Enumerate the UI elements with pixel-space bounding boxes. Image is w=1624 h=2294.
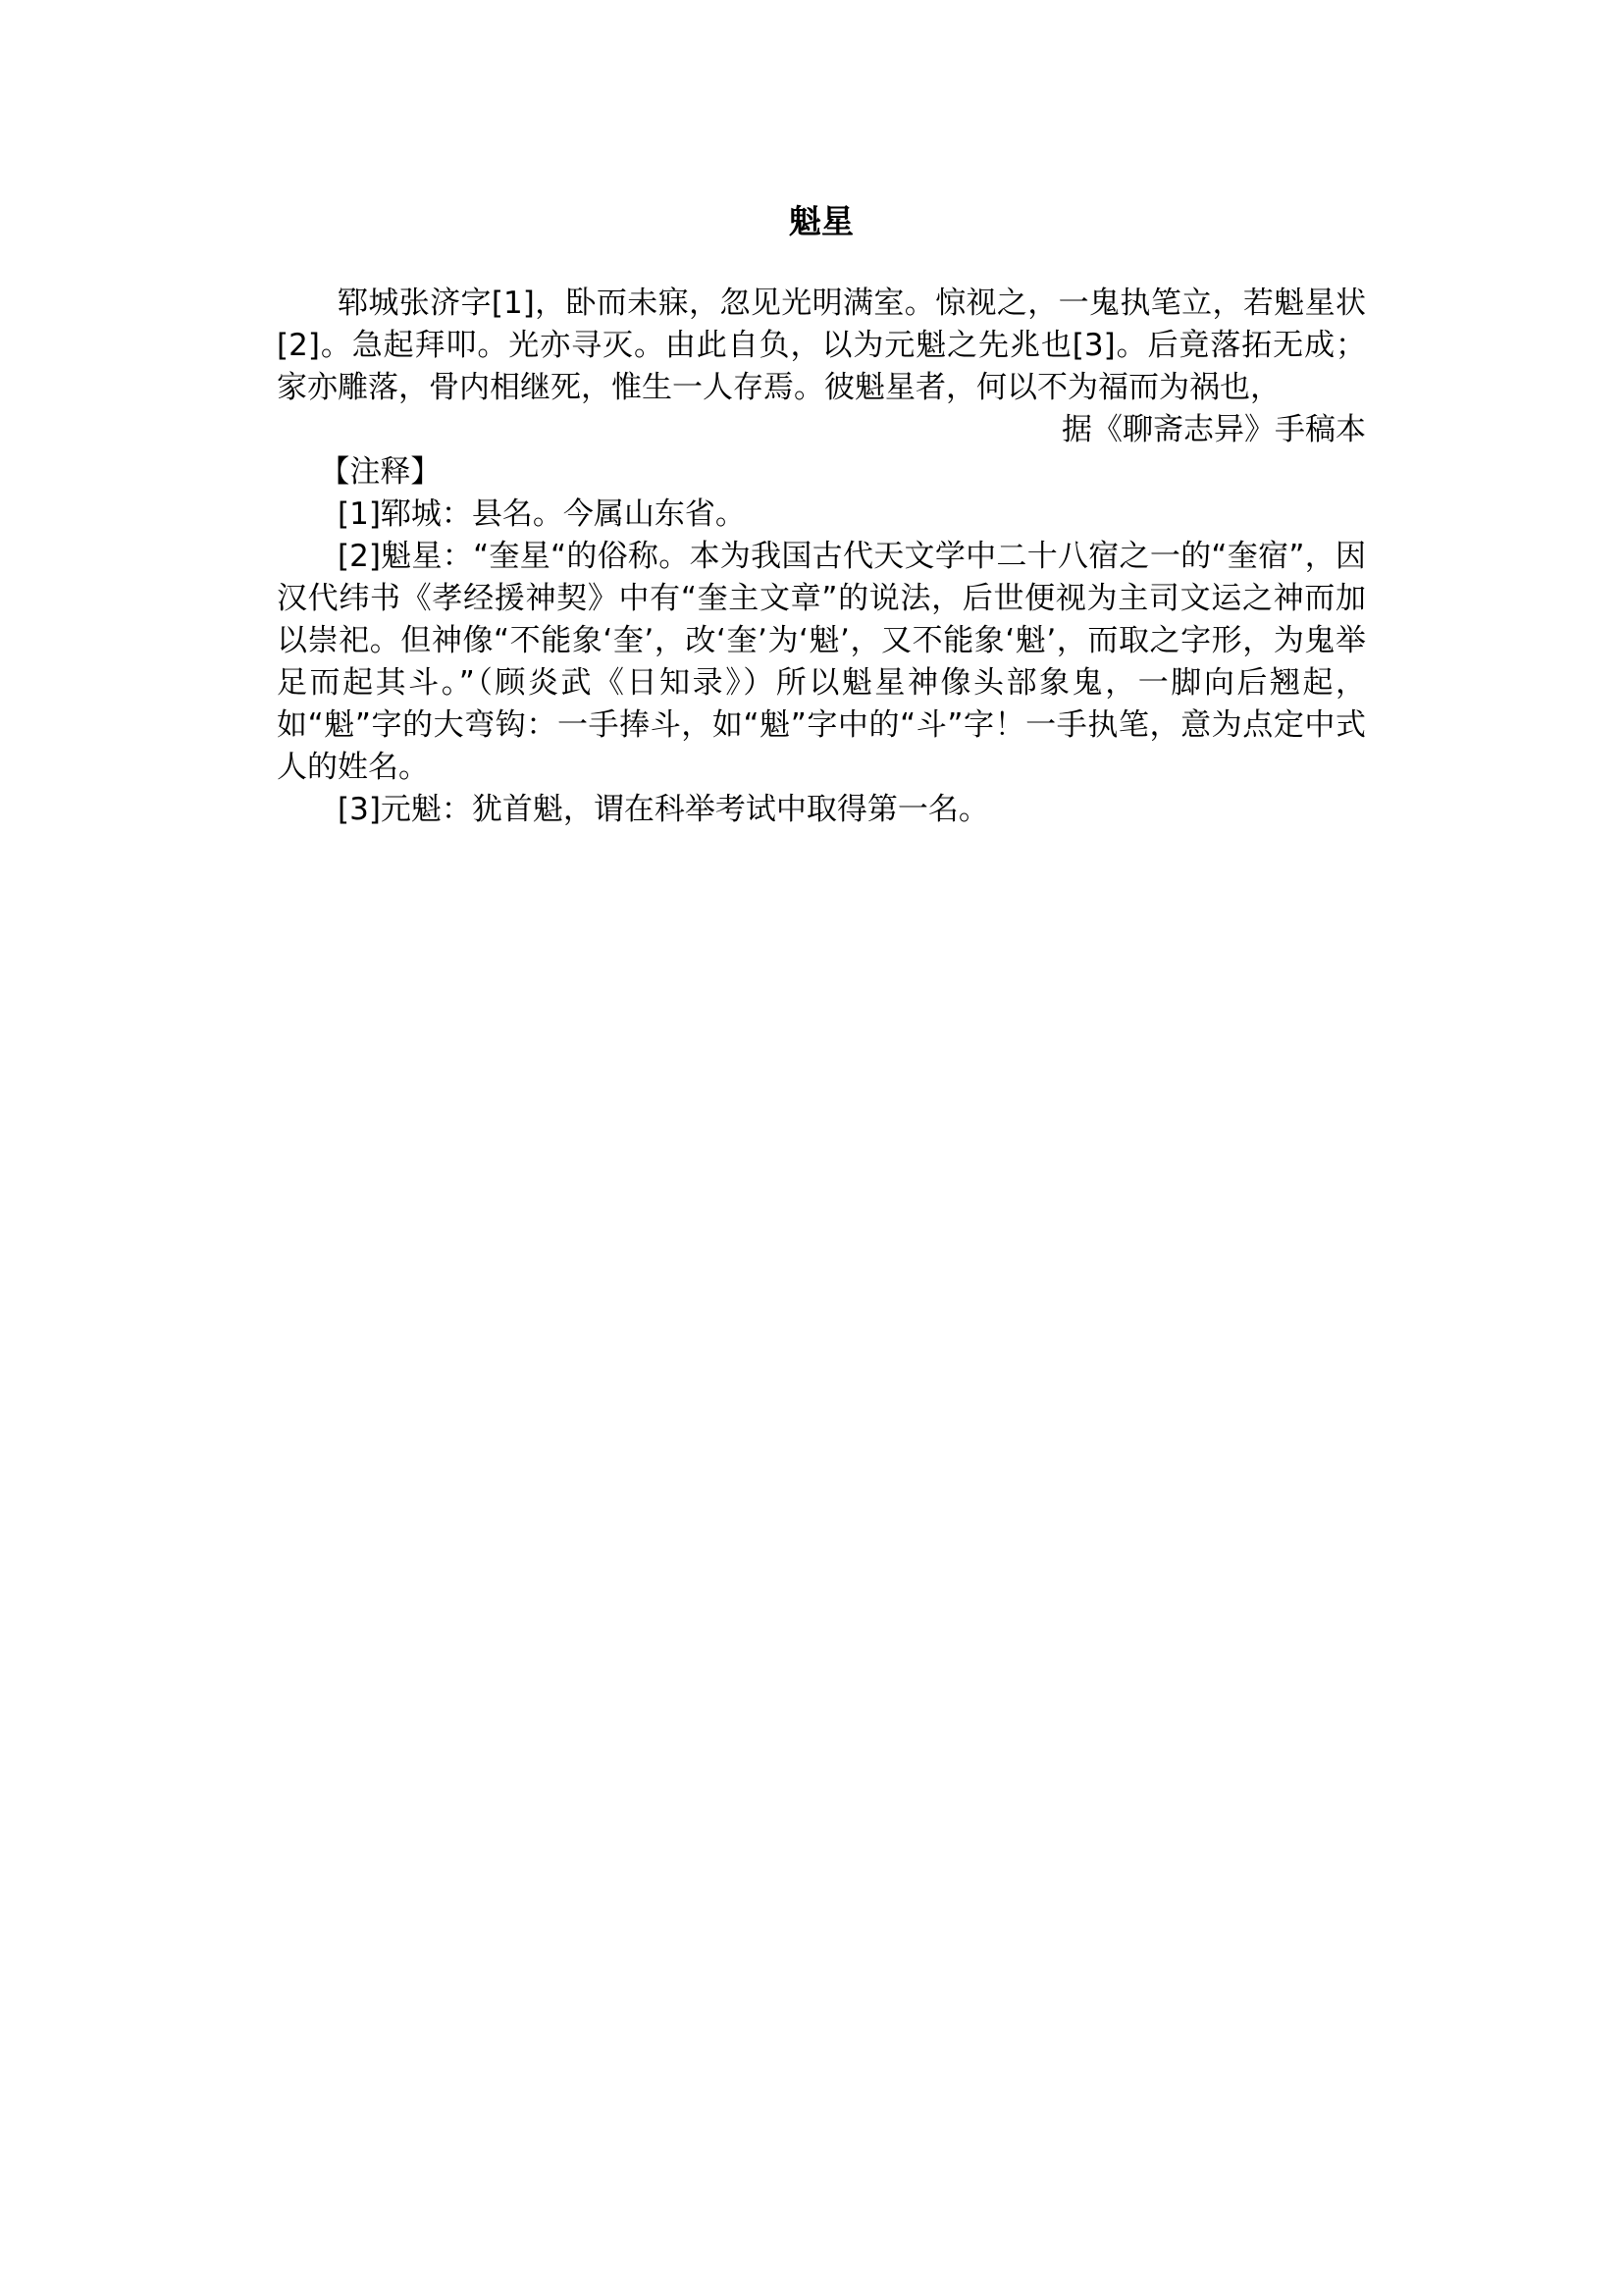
source-citation: 据《聊斋志异》手稿本 <box>1062 412 1366 447</box>
notes-heading: 【注释】 <box>319 454 442 490</box>
note-item-2: [2]魁星：“奎星“的俗称。本为我国古代天文学中二十八宿之一的“奎宿”，因汉代纬书《孝经援神契》中有“奎主文章”的说法，后世便视为主司文运之神而加以崇祀。但神像“不能象‘奎’，改‘奎’为‘魁’，又不能象‘魁’，而取之字形，为鬼举足而起其斗。”（顾炎武《日知录》）所以魁星神像头部象鬼，一脚向后翘起，如“魁”字的大弯钩：一手捧斗，如“魁”字中的“斗”字！一手执笔，意为点定中式人的姓名。 <box>277 539 1366 785</box>
note-item-1: [1]郓城：县名。今属山东省。 <box>338 496 746 532</box>
document-page <box>277 196 1366 831</box>
note-item-3: [3]元魁：犹首魁，谓在科举考试中取得第一名。 <box>338 792 989 827</box>
notes-section <box>277 451 1366 831</box>
document-title: 魁星 <box>789 202 854 240</box>
body-paragraph: 郓城张济字[1]，卧而未寐，忽见光明满室。惊视之，一鬼执笔立，若魁星状[2]。急起拜叩。光亦寻灭。由此自负，以为元魁之先兆也[3]。后竟落拓无成；家亦雕落，骨内相继死，惟生一人存焉。彼魁星者，何以不为福而为祸也， <box>277 286 1366 405</box>
